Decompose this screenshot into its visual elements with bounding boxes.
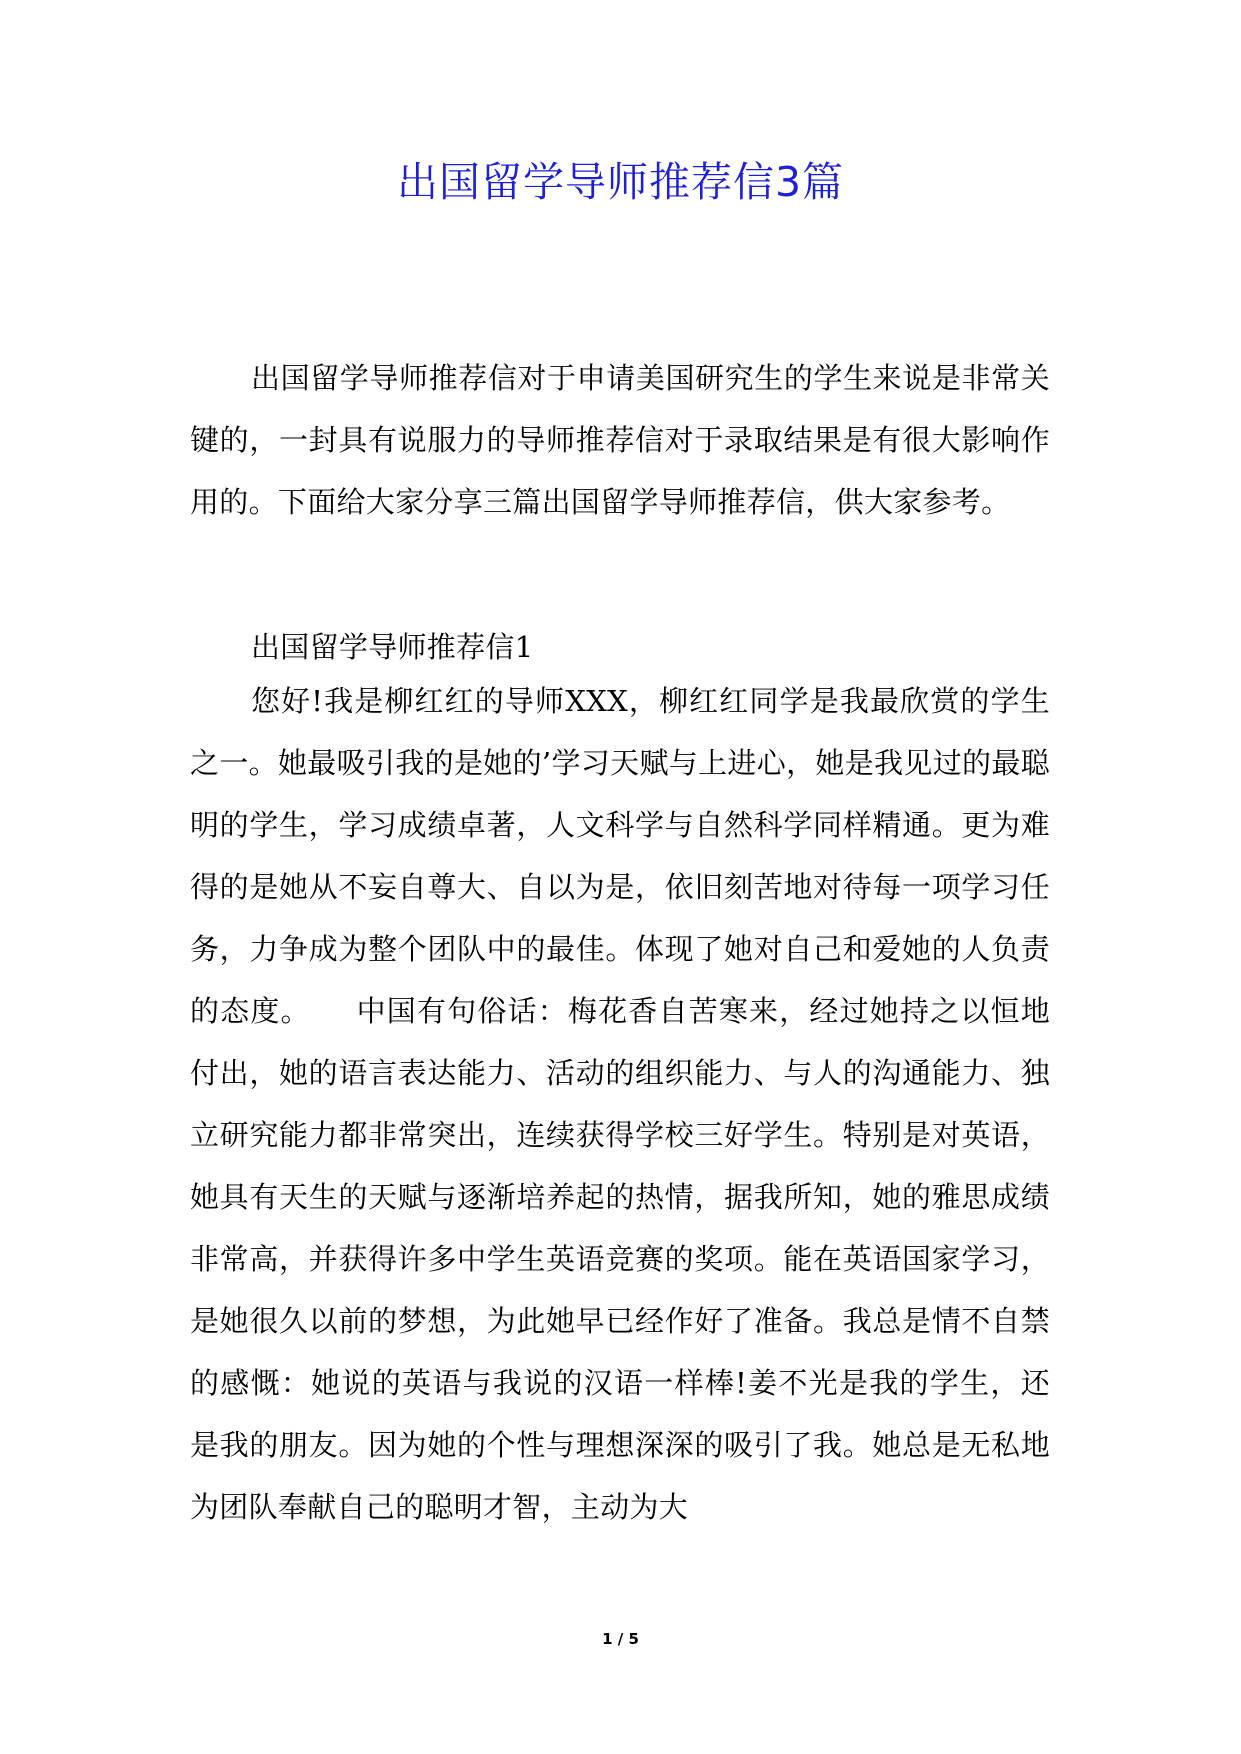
intro-paragraph: 出国留学导师推荐信对于申请美国研究生的学生来说是非常关键的，一封具有说服力的导师推荐信对于录取结果是有很大影响作用的。下面给大家分享三篇出国留学导师推荐信，供大家参考。 (190, 361, 1050, 519)
letter-body-paragraph: 您好!我是柳红红的导师XXX，柳红红同学是我最欣赏的学生之一。她最吸引我的是她的’学习天赋与上进心，她是我见过的最聪明的学生，学习成绩卓著，人文科学与自然科学同样精通。更为难得的是她从不妄自尊大、自以为是，依旧刻苦地对待每一项学习任务，力争成为整个团队中的最佳。体现了她对自己和爱她的人负责的态度。 中国有句俗话：梅花香自苦寒来，经过她持之以恒地付出，她的语言表达能力、活动的组织能力、与人的沟通能力、独立研究能力都非常突出，连续获得学校三好学生。特别是对英语，她具有天生的天赋与逐渐培养起的热情，据我所知，她的雅思成绩非常高，并获得许多中学生英语竞赛的奖项。能在英语国家学习，是她很久以前的梦想，为此她早已经作好了准备。我总是情不自禁的感慨：她说的英语与我说的汉语一样棒!姜不光是我的学生，还是我的朋友。因为她的个性与理想深深的吸引了我。她总是无私地为团队奉献自己的聪明才智，主动为大 (190, 684, 1050, 1524)
letter-heading: 出国留学导师推荐信1 (251, 630, 534, 664)
page-number: 1 / 5 (602, 1630, 639, 1648)
document-title: 出国留学导师推荐信3篇 (396, 158, 845, 206)
